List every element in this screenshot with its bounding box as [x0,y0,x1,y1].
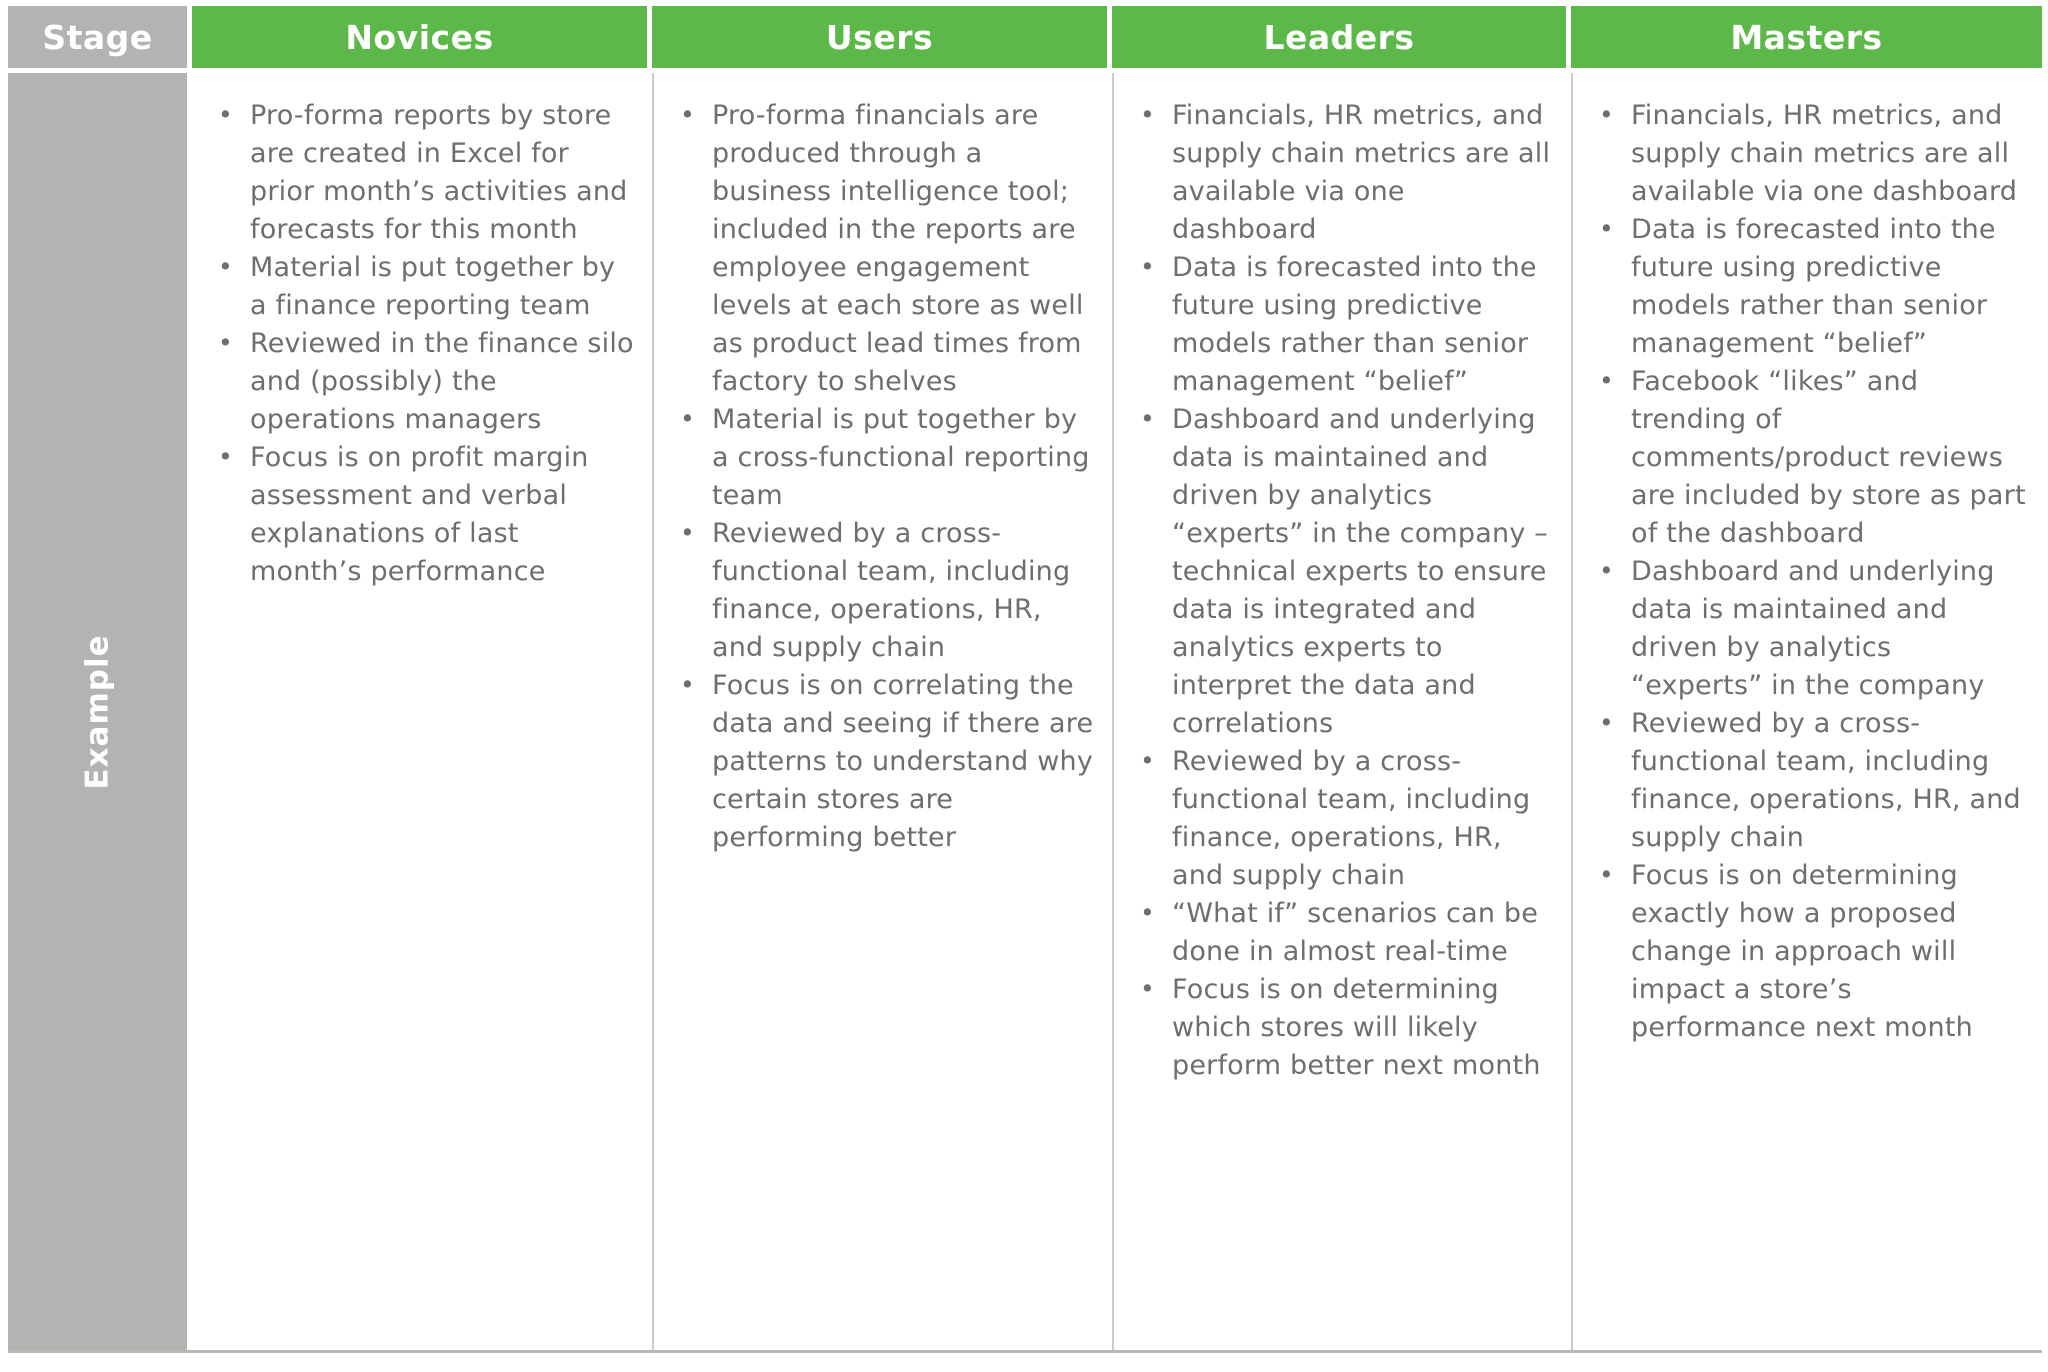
bullet-dot: • [218,100,233,129]
bullet-dot: • [680,404,695,433]
bullet-item [654,97,1096,401]
bullet-dot: • [218,442,233,471]
bullet-dot: • [1599,556,1614,585]
bullet-text: Pro-forma reports by store are created in Excel for prior month’s activities and forecasts for this month [250,100,628,245]
bullet-dot: • [1140,100,1155,129]
bullet-dot: • [1599,366,1614,395]
bullet-item [654,401,1096,515]
bullet-item [1114,743,1555,895]
bullet-list-masters [1573,97,2026,1047]
column-header-masters: Masters [1571,6,2042,68]
bullet-text: Data is forecasted into the future using predictive models rather than senior management “belief” [1631,214,1996,359]
cell-example-users [652,73,1112,1350]
bullet-item [1573,705,2026,857]
cell-example-leaders [1112,73,1571,1350]
bullet-text: Focus is on determining which stores will likely perform better next month [1172,974,1541,1081]
bullet-dot: • [1140,746,1155,775]
bullet-item [192,439,636,591]
bullet-list-leaders [1114,97,1555,1085]
bullet-item [1114,401,1555,743]
bullet-item [1573,857,2026,1047]
bullet-text: Reviewed by a cross-functional team, including finance, operations, HR, and supply chain [1172,746,1531,891]
bullet-dot: • [1599,100,1614,129]
bullet-list-users [654,97,1096,857]
bullet-item [1114,895,1555,971]
column-header-leaders: Leaders [1112,6,1571,68]
bullet-item [192,249,636,325]
bullet-item [192,97,636,249]
bullet-dot: • [1140,898,1155,927]
bullet-item [1573,553,2026,705]
bullet-list-novices [192,97,636,591]
bullet-dot: • [680,518,695,547]
bullet-item [654,515,1096,667]
bullet-text: Reviewed by a cross-functional team, including finance, operations, HR, and supply chain [712,518,1071,663]
bullet-dot: • [1140,252,1155,281]
bullet-dot: • [218,328,233,357]
bullet-dot: • [1599,708,1614,737]
example-row-label: Example [79,633,116,790]
bullet-dot: • [1599,860,1614,889]
bullet-item [1114,971,1555,1085]
bullet-dot: • [1599,214,1614,243]
bullet-text: Dashboard and underlying data is maintained and driven by analytics “experts” in the company [1631,556,1995,701]
bullet-text: Dashboard and underlying data is maintained and driven by analytics “experts” in the company – technical experts to ensure data is integrated and analytics experts to interpret the data and correlations [1172,404,1548,739]
bullet-text: Reviewed by a cross-functional team, including finance, operations, HR, and supply chain [1631,708,2021,853]
example-row-label-cell [8,73,192,1350]
bullet-item [1114,249,1555,401]
bullet-item [1114,97,1555,249]
bullet-text: Data is forecasted into the future using predictive models rather than senior management “belief” [1172,252,1537,397]
bullet-item [1573,363,2026,553]
bullet-text: Focus is on profit margin assessment and verbal explanations of last month’s performance [250,442,589,587]
bullet-item [1573,97,2026,211]
cell-example-novices [192,73,652,1350]
bullet-item [654,667,1096,857]
bullet-dot: • [218,252,233,281]
bullet-text: “What if” scenarios can be done in almost real-time [1172,898,1539,967]
bullet-item [1573,211,2026,363]
cell-example-masters [1571,73,2042,1350]
bullet-text: Focus is on correlating the data and seeing if there are patterns to understand why certain stores are performing better [712,670,1094,853]
bullet-text: Reviewed in the finance silo and (possibly) the operations managers [250,328,634,435]
bullet-dot: • [680,100,695,129]
column-header-users: Users [652,6,1112,68]
bullet-text: Focus is on determining exactly how a proposed change in approach will impact a store’s performance next month [1631,860,1973,1043]
bullet-item [192,325,636,439]
bullet-text: Facebook “likes” and trending of comments/product reviews are included by store as part of the dashboard [1631,366,2026,549]
stage-header-cell: Stage [8,6,192,68]
bullet-text: Financials, HR metrics, and supply chain metrics are all available via one dashboard [1172,100,1551,245]
bullet-text: Material is put together by a finance reporting team [250,252,616,321]
bullet-dot: • [680,670,695,699]
bullet-dot: • [1140,974,1155,1003]
bullet-text: Financials, HR metrics, and supply chain metrics are all available via one dashboard [1631,100,2018,207]
maturity-table [8,6,2042,1353]
bullet-text: Pro-forma financials are produced through a business intelligence tool; included in the reports are employee engagement levels at each store as well as product lead times from factory to shelves [712,100,1084,397]
bullet-text: Material is put together by a cross-functional reporting team [712,404,1090,511]
column-header-novices: Novices [192,6,652,68]
bullet-dot: • [1140,404,1155,433]
